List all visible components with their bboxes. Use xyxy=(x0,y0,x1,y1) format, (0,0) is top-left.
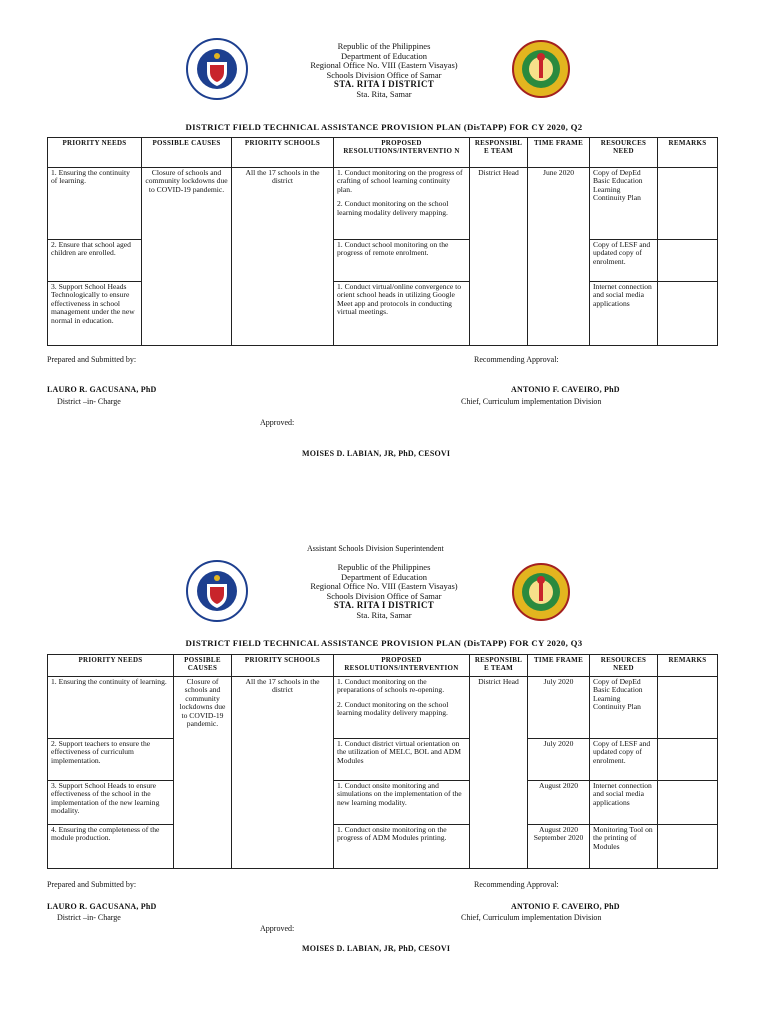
republic-line: Republic of the Philippines xyxy=(337,562,431,572)
remarks-cell xyxy=(658,240,718,282)
table-row xyxy=(48,825,718,869)
preparer-title: District –in- Charge xyxy=(57,397,121,406)
regional-office-line: Regional Office No. VIII (Eastern Visayas) xyxy=(310,60,458,71)
intervention-cell: 1. Conduct onsite monitoring on the progress of ADM Modules printing. xyxy=(334,825,470,869)
responsible-team-cell: District Head xyxy=(470,168,528,346)
column-header: PRIORITY SCHOOLS xyxy=(232,138,334,168)
district-name: STA. RITA I DISTRICT xyxy=(333,79,435,90)
plan-table-q3 xyxy=(47,654,718,869)
intervention-item: 1. Conduct monitoring on the preparations of schools re-opening. xyxy=(337,677,445,695)
preparer-name: LAURO R. GACUSANA, PhD xyxy=(47,385,157,394)
column-header: REMARKS xyxy=(658,138,718,168)
intervention-item: 2. Conduct monitoring on the school learning modality delivery mapping. xyxy=(337,199,449,217)
intervention-cell xyxy=(334,168,470,240)
time-frame-cell: June 2020 xyxy=(528,168,590,346)
intervention-cell: 1. Conduct school monitoring on the progress of remote enrolment. xyxy=(334,240,470,282)
priority-need-cell: 3. Support School Heads Technologically to ensure effectiveness in school management under the new normal in education. xyxy=(48,282,142,346)
intervention-cell: 1. Conduct onsite monitoring and simulations on the implementation of the new learning modality. xyxy=(334,781,470,825)
column-header: RESOURCES NEED xyxy=(590,138,658,168)
column-header: RESOURCES NEED xyxy=(590,655,658,677)
time-frame-cell: August 2020 September 2020 xyxy=(528,825,590,869)
recommending-label: Recommending Approval: xyxy=(474,880,559,889)
priority-need-cell: 2. Support teachers to ensure the effectiveness of curriculum implementation. xyxy=(48,739,174,781)
regional-office-line: Regional Office No. VIII (Eastern Visayas) xyxy=(310,581,458,592)
column-header: RESPONSIBL E TEAM xyxy=(470,655,528,677)
column-header: TIME FRAME xyxy=(528,138,590,168)
preparer-name: LAURO R. GACUSANA, PhD xyxy=(47,902,157,911)
remarks-cell xyxy=(658,825,718,869)
time-frame-cell: July 2020 xyxy=(528,677,590,739)
column-header: PRIORITY NEEDS xyxy=(48,655,174,677)
prepared-by-label: Prepared and Submitted by: xyxy=(47,880,137,889)
resources-cell: Copy of LESF and updated copy of enrolment. xyxy=(590,240,658,282)
remarks-cell xyxy=(658,677,718,739)
table-row xyxy=(48,677,718,739)
recommender-name: ANTONIO F. CAVEIRO, PhD xyxy=(511,902,620,911)
table-row xyxy=(48,168,718,240)
column-header: PRIORITY NEEDS xyxy=(48,138,142,168)
recommender-name: ANTONIO F. CAVEIRO, PhD xyxy=(511,385,620,394)
recommender-title: Chief, Curriculum implementation Division xyxy=(461,913,602,922)
column-header: PROPOSED RESOLUTIONS/INTERVENTIO N xyxy=(334,138,470,168)
district-location: Sta. Rita, Samar xyxy=(356,609,412,620)
approver-name: MOISES D. LABIAN, JR, PhD, CESOVI xyxy=(302,449,451,458)
resources-cell: Monitoring Tool on the printing of Modules xyxy=(590,825,658,869)
column-header: PRIORITY SCHOOLS xyxy=(232,655,334,677)
column-header: REMARKS xyxy=(658,655,718,677)
responsible-team-cell: District Head xyxy=(470,677,528,869)
prepared-by-label: Prepared and Submitted by: xyxy=(47,355,137,364)
intervention-cell: 1. Conduct virtual/online convergence to orient school heads in utilizing Google Meet app and protocols in conducting virtual meetings. xyxy=(334,282,470,346)
department-line: Department of Education xyxy=(341,50,427,61)
intervention-cell: 1. Conduct district virtual orientation on the utilization of MELC, BOL and ADM Modules xyxy=(334,739,470,781)
possible-cause-cell: Closure of schools and community lockdowns due to COVID-19 pandemic. xyxy=(142,168,232,346)
approved-label: Approved: xyxy=(260,418,295,427)
plan-title-q2: DISTRICT FIELD TECHNICAL ASSISTANCE PROVISION PLAN (DisTAPP) FOR CY 2020, Q2 xyxy=(185,122,583,132)
column-header: POSSIBLE CAUSES xyxy=(142,138,232,168)
intervention-item: 1. Conduct monitoring on the progress of crafting of school learning continuity plan. xyxy=(337,168,463,194)
remarks-cell xyxy=(658,739,718,781)
table-row xyxy=(48,739,718,781)
preparer-title: District –in- Charge xyxy=(57,913,121,922)
remarks-cell xyxy=(658,168,718,240)
division-office-line: Schools Division Office of Samar xyxy=(326,590,442,601)
column-header: RESPONSIBL E TEAM xyxy=(470,138,528,168)
department-line: Department of Education xyxy=(341,571,427,582)
priority-need-cell: 2. Ensure that school aged children are enrolled. xyxy=(48,240,142,282)
resources-cell: Copy of LESF and updated copy of enrolment. xyxy=(590,739,658,781)
approved-label: Approved: xyxy=(260,924,295,933)
plan-table-q2 xyxy=(47,137,718,346)
priority-need-cell: 1. Ensuring the continuity of learning. xyxy=(48,168,142,240)
resources-cell: Copy of DepEd Basic Education Learning Continuity Plan xyxy=(590,168,658,240)
priority-schools-cell: All the 17 schools in the district xyxy=(232,168,334,346)
time-frame-cell: August 2020 xyxy=(528,781,590,825)
priority-need-cell: 1. Ensuring the continuity of learning. xyxy=(48,677,174,739)
resources-cell: Internet connection and social media applications xyxy=(590,781,658,825)
resources-cell: Internet connection and social media applications xyxy=(590,282,658,346)
priority-need-cell: 3. Support School Heads to ensure effectiveness of the school in the implementation of the new learning modality. xyxy=(48,781,174,825)
possible-cause-cell: Closure of schools and community lockdowns due to COVID-19 pandemic. xyxy=(174,677,232,869)
approver-name: MOISES D. LABIAN, JR, PhD, CESOVI xyxy=(302,944,451,953)
remarks-cell xyxy=(658,781,718,825)
resources-cell: Copy of DepEd Basic Education Learning Continuity Plan xyxy=(590,677,658,739)
district-name: STA. RITA I DISTRICT xyxy=(333,600,435,611)
column-header: POSSIBLE CAUSES xyxy=(174,655,232,677)
letterhead xyxy=(0,563,768,621)
approver-title: Assistant Schools Division Superintendent xyxy=(307,544,444,553)
division-office-line: Schools Division Office of Samar xyxy=(326,69,442,80)
table-row xyxy=(48,781,718,825)
column-header: PROPOSED RESOLUTIONS/INTERVENTION xyxy=(334,655,470,677)
intervention-cell xyxy=(334,677,470,739)
recommender-title: Chief, Curriculum implementation Division xyxy=(461,397,602,406)
letterhead xyxy=(0,42,768,100)
remarks-cell xyxy=(658,282,718,346)
priority-need-cell: 4. Ensuring the completeness of the module production. xyxy=(48,825,174,869)
priority-schools-cell: All the 17 schools in the district xyxy=(232,677,334,869)
plan-title-q3: DISTRICT FIELD TECHNICAL ASSISTANCE PROVISION PLAN (DisTAPP) FOR CY 2020, Q3 xyxy=(185,638,583,648)
republic-line: Republic of the Philippines xyxy=(337,41,431,51)
column-header: TIME FRAME xyxy=(528,655,590,677)
intervention-item: 2. Conduct monitoring on the school learning modality delivery mapping. xyxy=(337,699,449,718)
time-frame-cell: July 2020 xyxy=(528,739,590,781)
recommending-label: Recommending Approval: xyxy=(474,355,559,364)
district-location: Sta. Rita, Samar xyxy=(356,88,412,99)
